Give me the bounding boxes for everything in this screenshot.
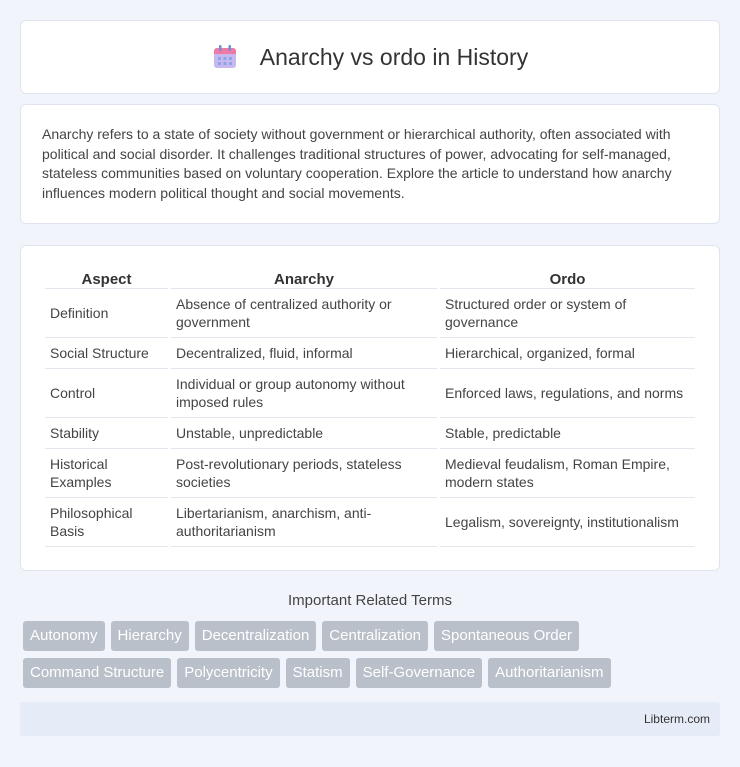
related-terms-section	[20, 592, 720, 688]
related-terms-heading: Important Related Terms	[288, 592, 452, 609]
table-row	[45, 418, 695, 449]
table-row	[45, 498, 695, 547]
related-terms-tags	[20, 621, 720, 688]
comparison-table-card	[20, 245, 720, 571]
tag-centralization[interactable]: Centralization	[322, 621, 428, 651]
tag-polycentricity[interactable]: Polycentricity	[177, 658, 279, 688]
table-header-row	[45, 266, 695, 289]
calendar-icon	[212, 44, 238, 70]
footer-brand-link[interactable]: Libterm.com	[643, 712, 710, 726]
table-cell: Control	[45, 369, 168, 418]
table-cell: Decentralized, fluid, informal	[171, 338, 437, 369]
table-cell: Stability	[45, 418, 168, 449]
tag-autonomy[interactable]: Autonomy	[23, 621, 105, 651]
comparison-table	[42, 266, 698, 547]
tag-self-governance[interactable]: Self-Governance	[356, 658, 483, 688]
table-cell: Historical Examples	[45, 449, 168, 498]
table-row	[45, 289, 695, 338]
table-cell: Hierarchical, organized, formal	[440, 338, 695, 369]
table-cell: Absence of centralized authority or government	[171, 289, 437, 338]
table-cell: Definition	[45, 289, 168, 338]
tag-decentralization[interactable]: Decentralization	[195, 621, 317, 651]
table-cell: Medieval feudalism, Roman Empire, modern states	[440, 449, 695, 498]
footer	[20, 702, 720, 736]
column-header: Ordo	[440, 266, 695, 289]
table-cell: Enforced laws, regulations, and norms	[440, 369, 695, 418]
table-row	[45, 449, 695, 498]
table-cell: Philosophical Basis	[45, 498, 168, 547]
table-row	[45, 338, 695, 369]
table-cell: Libertarianism, anarchism, anti-authoritarianism	[171, 498, 437, 547]
page-title: Anarchy vs ordo in History	[259, 43, 529, 70]
table-cell: Legalism, sovereignty, institutionalism	[440, 498, 695, 547]
table-cell: Individual or group autonomy without imposed rules	[171, 369, 437, 418]
table-cell: Structured order or system of governance	[440, 289, 695, 338]
intro-card	[20, 104, 720, 224]
table-cell: Social Structure	[45, 338, 168, 369]
tag-hierarchy[interactable]: Hierarchy	[111, 621, 189, 651]
column-header: Anarchy	[171, 266, 437, 289]
title-card	[20, 20, 720, 94]
table-row	[45, 369, 695, 418]
tag-command-structure[interactable]: Command Structure	[23, 658, 171, 688]
tag-statism[interactable]: Statism	[286, 658, 350, 688]
tag-authoritarianism[interactable]: Authoritarianism	[488, 658, 610, 688]
intro-text: Anarchy refers to a state of society without government or hierarchical authority, often associated with political and social disorder. It challenges traditional structures of power, advocating for self-managed, stateless communities based on voluntary cooperation. Explore the article to understand how anarchy influences modern political thought and social movements.	[42, 126, 672, 201]
table-cell: Stable, predictable	[440, 418, 695, 449]
column-header: Aspect	[45, 266, 168, 289]
table-cell: Post-revolutionary periods, stateless societies	[171, 449, 437, 498]
tag-spontaneous-order[interactable]: Spontaneous Order	[434, 621, 579, 651]
table-cell: Unstable, unpredictable	[171, 418, 437, 449]
